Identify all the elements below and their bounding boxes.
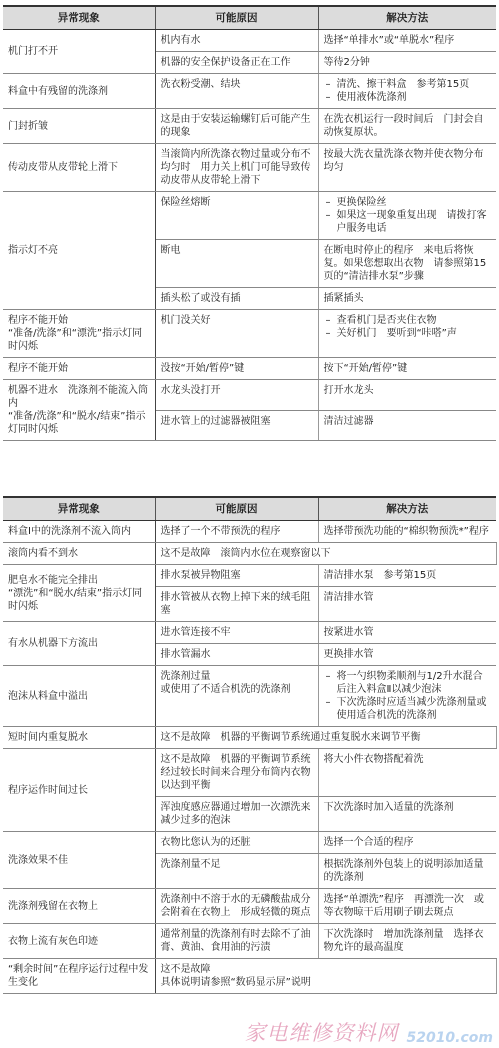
cause-cell: 插头松了或没有插 — [155, 288, 318, 310]
header-cause: 可能原因 — [155, 497, 318, 521]
table-row — [3, 109, 496, 144]
solution-cell — [318, 666, 496, 727]
solution-item: – 使用液体洗涤剂 — [324, 91, 493, 104]
phenomenon-cell: 程序不能开始 — [3, 358, 155, 380]
cause-cell: 衣物比您认为的还脏 — [155, 832, 318, 854]
phenomenon-cell: 洗涤剂残留在衣物上 — [3, 889, 155, 924]
table-row — [3, 749, 496, 797]
solution-cell — [318, 521, 496, 543]
header-cause: 可能原因 — [155, 6, 318, 30]
solution-text: 在洗衣机运行一段时间后 门封会自动恢复原状。 — [323, 114, 484, 138]
table-row — [3, 622, 496, 644]
watermark — [244, 1017, 493, 1047]
solution-text: 下次洗涤时 增加洗涤剂量 选择衣物允许的最高温度 — [323, 929, 484, 953]
solution-text: 插紧插头 — [323, 293, 364, 304]
solution-cell — [318, 144, 496, 192]
table-row — [3, 521, 496, 543]
table-row — [3, 924, 496, 959]
cause-cell: 通常剂量的洗涤剂有时去除不了油膏、黄油、食用油的污渍 — [155, 924, 318, 959]
table-row — [3, 310, 496, 358]
cause-cell: 洗涤剂过量 或使用了不适合机洗的洗涤剂 — [155, 666, 318, 727]
solution-item: – 清洗、擦干料盒 参考第15页 — [324, 78, 493, 91]
solution-text: 打开水龙头 — [323, 385, 374, 396]
solution-text: 按最大洗衣量洗涤衣物并使衣物分布均匀 — [323, 149, 484, 173]
table-row — [3, 727, 496, 749]
table-row — [3, 74, 496, 109]
cause-cell: 当滚筒内所洗涤衣物过量或分布不均匀时 用力关上机门可能导致传动皮带从皮带轮上滑下 — [155, 144, 318, 192]
header-solution: 解决方法 — [318, 497, 496, 521]
solution-text: 选择“单漂洗”程序 再漂洗一次 或等衣物晾干后用刷子刷去斑点 — [323, 894, 484, 918]
solution-cell — [318, 832, 496, 854]
solution-cell — [318, 310, 496, 358]
watermark-text: 家电维修资料网 — [244, 1021, 399, 1045]
solution-text: 清洁排水管 — [323, 592, 374, 603]
table-row — [3, 832, 496, 854]
table-row — [3, 543, 496, 565]
phenomenon-cell: 程序运作时间过长 — [3, 749, 155, 832]
solution-cell — [318, 889, 496, 924]
table-header-row — [3, 6, 496, 30]
cause-cell: 保险丝熔断 — [155, 192, 318, 240]
solution-item: – 下次洗涤时应适当减少洗涤剂量或使用适合机洗的洗涤剂 — [324, 696, 493, 722]
solution-cell — [318, 240, 496, 288]
solution-text: 清洁排水泵 参考第15页 — [323, 570, 437, 581]
solution-text: 选择带预洗功能的“棉织物预洗*”程序 — [323, 526, 489, 537]
cause-cell: 洗衣粉受潮、结块 — [155, 74, 318, 109]
cause-cell: 排水泵被异物阻塞 — [155, 565, 318, 587]
solution-cell — [318, 30, 496, 52]
solution-cell — [318, 644, 496, 666]
solution-list — [324, 196, 493, 235]
cause-cell: 机门没关好 — [155, 310, 318, 358]
phenomenon-cell: 洗涤效果不佳 — [3, 832, 155, 889]
table-row — [3, 144, 496, 192]
cause-cell: 洗涤剂中不溶于水的无磷酸盐成分会附着在衣物上 形成轻微的斑点 — [155, 889, 318, 924]
solution-list — [324, 670, 493, 722]
watermark-url: 52010.com — [406, 1030, 493, 1046]
cause-cell: 选择了一个不带预洗的程序 — [155, 521, 318, 543]
cause-cell: 没按“开始/暂停”键 — [155, 358, 318, 380]
table-row — [3, 380, 496, 411]
solution-text: 下次洗涤时加入适量的洗涤剂 — [323, 802, 454, 813]
cause-cell: 进水管连接不牢 — [155, 622, 318, 644]
solution-item: – 将一勺织物柔顺剂与1/2升水混合后注入料盒Ⅱ以减少泡沫 — [324, 670, 493, 696]
solution-cell — [318, 622, 496, 644]
phenomenon-cell: 门封折皱 — [3, 109, 155, 144]
cause-cell: 水龙头没打开 — [155, 380, 318, 411]
solution-cell — [318, 288, 496, 310]
troubleshooting-table-1 — [3, 5, 496, 441]
phenomenon-cell: 料盒Ⅰ中的洗涤剂不流入筒内 — [3, 521, 155, 543]
solution-item: – 查看机门是否夹住衣物 — [324, 314, 493, 327]
solution-text: 更换排水管 — [323, 649, 374, 660]
solution-cell — [318, 587, 496, 622]
table-row — [3, 666, 496, 727]
solution-item: – 关好机门 要听到“咔嗒”声 — [324, 327, 493, 340]
solution-text: 清洁过滤器 — [323, 415, 374, 427]
solution-text: 将大小件衣物搭配着洗 — [323, 754, 424, 765]
phenomenon-cell: 程序不能开始 “准备/洗涤”和“漂洗”指示灯同时闪烁 — [3, 310, 155, 358]
solution-text: 选择“单排水”或“单脱水”程序 — [323, 35, 455, 46]
header-solution: 解决方法 — [318, 6, 496, 30]
header-phenomenon: 异常现象 — [3, 497, 155, 521]
solution-cell — [318, 358, 496, 380]
solution-cell — [318, 749, 496, 797]
solution-list — [324, 314, 493, 340]
cause-cell: 机器的安全保护设备正在工作 — [155, 52, 318, 74]
cause-cell: 进水管上的过滤器被阻塞 — [155, 410, 318, 441]
troubleshooting-table-2 — [3, 496, 497, 994]
phenomenon-cell: 传动皮带从皮带轮上滑下 — [3, 144, 155, 192]
solution-list — [324, 78, 493, 104]
table-row — [3, 565, 496, 587]
table-row — [3, 30, 496, 52]
cause-cell: 机内有水 — [155, 30, 318, 52]
solution-text: 在断电时停止的程序 来电后将恢复。如果您想取出衣物 请参照第15页的“清洁排水泵”步骤 — [323, 245, 487, 282]
solution-text: 等待2分钟 — [323, 57, 370, 68]
solution-cell — [318, 410, 496, 441]
solution-text: 按下“开始/暂停”键 — [323, 363, 408, 374]
cause-cell: 浑浊度感应器通过增加一次漂洗来减少过多的泡沫 — [155, 797, 318, 832]
phenomenon-cell: 机门打不开 — [3, 30, 155, 74]
table-row — [3, 959, 496, 994]
table-row — [3, 192, 496, 240]
solution-cell — [318, 192, 496, 240]
phenomenon-cell: 肥皂水不能完全排出 “漂洗”和“脱水/结束”指示灯同时闪烁 — [3, 565, 155, 622]
cause-cell: 这是由于安装运输螺钉后可能产生的现象 — [155, 109, 318, 144]
table-body — [3, 521, 496, 994]
header-phenomenon: 异常现象 — [3, 6, 155, 30]
solution-cell — [318, 380, 496, 411]
phenomenon-cell: 有水从机器下方流出 — [3, 622, 155, 666]
solution-item: – 如果这一现象重复出现 请拨打客户服务电话 — [324, 209, 493, 235]
cause-cell: 排水管漏水 — [155, 644, 318, 666]
table-header-row — [3, 497, 496, 521]
solution-cell — [318, 797, 496, 832]
solution-text: 根据洗涤剂外包装上的说明添加适量的洗涤剂 — [323, 859, 484, 883]
cause-cell: 断电 — [155, 240, 318, 288]
cause-cell: 洗涤剂量不足 — [155, 854, 318, 889]
solution-cell — [318, 924, 496, 959]
solution-cell — [318, 565, 496, 587]
table-body — [3, 30, 496, 441]
phenomenon-cell: 泡沫从料盒中溢出 — [3, 666, 155, 727]
cause-cell: 这不是故障 机器的平衡调节系统通过重复脱水来调节平衡 — [155, 727, 496, 749]
cause-cell: 这不是故障 机器的平衡调节系统经过较长时间来合理分布筒内衣物 以达到平衡 — [155, 749, 318, 797]
cause-cell: 这不是故障 具体说明请参照“数码显示屏”说明 — [155, 959, 496, 994]
solution-text: 选择一个合适的程序 — [323, 837, 414, 848]
phenomenon-cell: 指示灯不亮 — [3, 192, 155, 310]
cause-cell: 排水管被从衣物上掉下来的绒毛阻塞 — [155, 587, 318, 622]
phenomenon-cell: “剩余时间”在程序运行过程中发生变化 — [3, 959, 155, 994]
solution-item: – 更换保险丝 — [324, 196, 493, 209]
solution-cell — [318, 74, 496, 109]
solution-cell — [318, 854, 496, 889]
table-row — [3, 889, 496, 924]
cause-cell: 这不是故障 滚筒内水位在观察窗以下 — [155, 543, 496, 565]
phenomenon-cell: 短时间内重复脱水 — [3, 727, 155, 749]
phenomenon-cell: 衣物上流有灰色印迹 — [3, 924, 155, 959]
solution-text: 按紧进水管 — [323, 627, 374, 638]
phenomenon-cell: 料盒中有残留的洗涤剂 — [3, 74, 155, 109]
phenomenon-cell: 滚筒内看不到水 — [3, 543, 155, 565]
table-row — [3, 358, 496, 380]
solution-cell — [318, 52, 496, 74]
solution-cell — [318, 109, 496, 144]
phenomenon-cell: 机器不进水 洗涤剂不能流入筒内 “准备/洗涤”和“脱水/结束”指示灯同时闪烁 — [3, 380, 155, 441]
